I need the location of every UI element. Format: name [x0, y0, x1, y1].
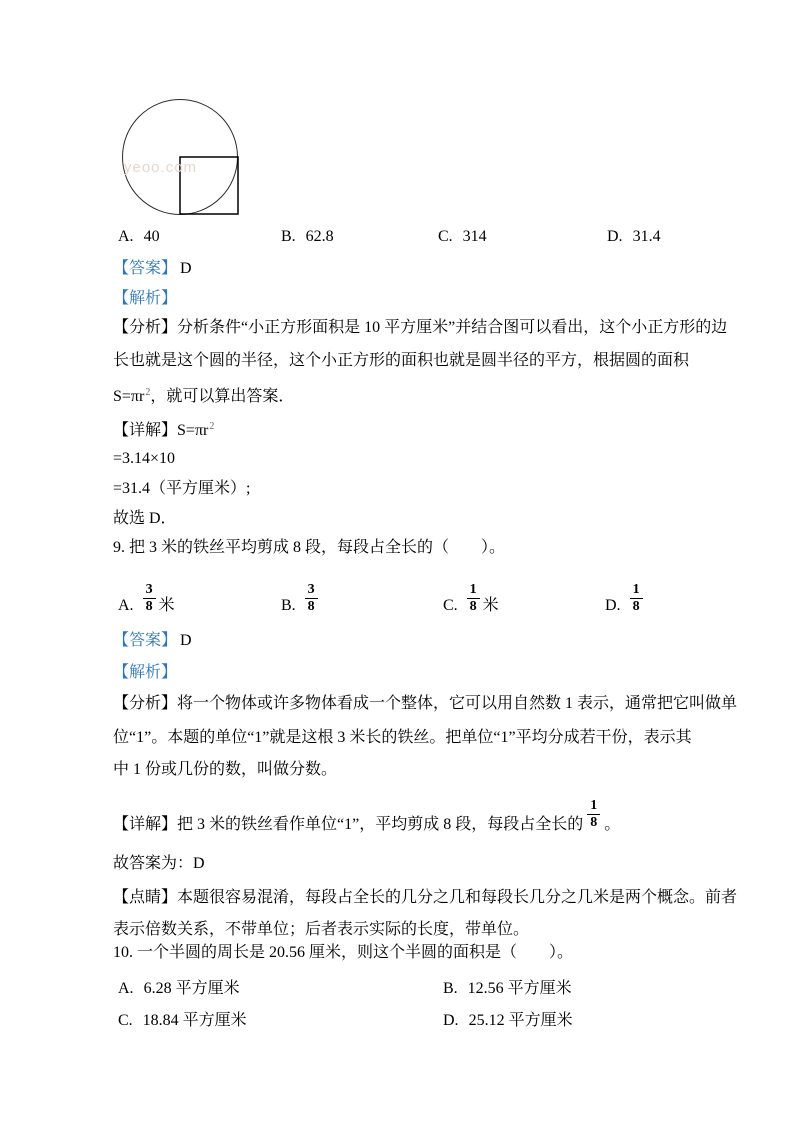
- q9-jiexi-line: [113, 662, 177, 684]
- fenxi-rest: ，就可以算出答案．: [150, 388, 295, 405]
- q9-options-row: [0, 573, 794, 617]
- option-letter: D.: [607, 228, 623, 245]
- option-letter: A.: [118, 228, 134, 245]
- option-letter: A.: [118, 597, 134, 614]
- option-letter: B.: [281, 597, 296, 614]
- xiangjie-text-after: 。: [604, 816, 621, 833]
- fraction-numerator: 1: [587, 797, 600, 815]
- option-value: 12.56 平方厘米: [467, 980, 572, 997]
- fraction: [587, 797, 600, 831]
- q8-fenxi-line2: 长也就是这个圆的半径，这个小正方形的面积也就是圆半径的平方，根据圆的面积: [113, 352, 690, 369]
- option-letter: D.: [443, 1012, 459, 1029]
- q8-options-row: [0, 228, 794, 250]
- q8-option-c: [438, 228, 487, 246]
- fraction-denominator: 8: [590, 815, 598, 830]
- option-value: 40: [143, 228, 160, 245]
- fraction-denominator: 8: [469, 599, 477, 614]
- option-value: 31.4: [632, 228, 661, 245]
- formula-text: S=πr: [177, 422, 209, 439]
- circle-square-figure: [121, 97, 241, 218]
- q9-answer-line: [113, 630, 192, 652]
- q8-option-d: [607, 228, 661, 246]
- option-letter: C.: [443, 597, 458, 614]
- q9-fenxi-line1: 【分析】将一个物体或许多物体看成一个整体，它可以用自然数 1 表示，通常把它叫做单: [113, 695, 738, 712]
- superscript: 2: [209, 421, 215, 432]
- answer-label: 【答案】: [113, 632, 178, 649]
- q9-option-a: [118, 581, 175, 617]
- xiangjie-label: 【详解】: [113, 422, 178, 439]
- jiexi-label: 【解析】: [113, 290, 178, 307]
- q10-options-row2: [0, 1007, 794, 1029]
- q8-calc-step2: =3.14×10: [113, 450, 176, 467]
- option-letter: C.: [118, 1012, 133, 1029]
- fraction: [630, 581, 643, 615]
- answer-value: D: [180, 632, 192, 649]
- q10-option-c: [118, 1007, 247, 1030]
- q10-question: 10. 一个半圆的周长是 20.56 厘米，则这个半圆的面积是（ ）。: [113, 944, 574, 961]
- option-letter: B.: [281, 228, 296, 245]
- q8-jiexi-line: [113, 288, 177, 310]
- q8-calc-step3: =31.4（平方厘米）;: [113, 480, 251, 497]
- q9-dianjing-line1: 【点睛】本题很容易混淆，每段占全长的几分之几和每段长几分之几米是两个概念。前者: [113, 889, 738, 906]
- fraction-denominator: 8: [307, 599, 315, 614]
- q9-conclusion: 故答案为：D: [113, 855, 205, 872]
- q8-conclusion: 故选 D．: [113, 510, 177, 527]
- q10-option-b: [443, 975, 572, 998]
- q9-dianjing-line2: 表示倍数关系，不带单位；后者表示实际的长度，带单位。: [113, 921, 530, 938]
- option-unit: 米: [158, 597, 175, 614]
- option-value: 6.28 平方厘米: [143, 980, 240, 997]
- q8-answer-line: [113, 258, 192, 280]
- formula-text: S=πr: [113, 388, 145, 405]
- q10-option-a: [118, 975, 240, 998]
- option-value: 314: [462, 228, 487, 245]
- option-letter: C.: [438, 228, 453, 245]
- q8-xiangjie-line: [113, 416, 214, 442]
- q9-question: 9. 把 3 米的铁丝平均剪成 8 段，每段占全长的（ ）。: [113, 539, 506, 556]
- option-value: 62.8: [305, 228, 334, 245]
- watermark-text: yeoo.com: [124, 159, 198, 176]
- q9-option-c: [443, 581, 499, 617]
- q9-fenxi-line2: 位“1”。本题的单位“1”就是这根 3 米长的铁丝。把单位“1”平均分成若干份，表示其: [113, 729, 692, 746]
- q8-fenxi-line3: [113, 382, 294, 408]
- jiexi-label: 【解析】: [113, 664, 178, 681]
- answer-label: 【答案】: [113, 260, 178, 277]
- superscript: 2: [145, 387, 151, 398]
- q10-option-d: [443, 1007, 573, 1030]
- option-letter: A.: [118, 980, 134, 997]
- fraction: [467, 581, 480, 615]
- fraction-numerator: 3: [305, 581, 318, 599]
- option-letter: D.: [605, 597, 621, 614]
- answer-value: D: [180, 260, 192, 277]
- fraction: [143, 581, 156, 615]
- q8-option-a: [118, 228, 160, 246]
- q9-option-b: [281, 581, 321, 617]
- q9-option-d: [605, 581, 646, 617]
- fraction: [305, 581, 318, 615]
- xiangjie-text: 把 3 米的铁丝看作单位“1”，平均剪成 8 段，每段占全长的: [177, 816, 584, 833]
- fraction-numerator: 1: [630, 581, 643, 599]
- fraction-denominator: 8: [632, 599, 640, 614]
- q8-option-b: [281, 228, 334, 246]
- fraction-numerator: 1: [467, 581, 480, 599]
- option-value: 25.12 平方厘米: [468, 1012, 573, 1029]
- option-value: 18.84 平方厘米: [142, 1012, 247, 1029]
- q10-options-row1: [0, 975, 794, 997]
- fraction-numerator: 3: [143, 581, 156, 599]
- q8-fenxi-line1: 【分析】分析条件“小正方形面积是 10 平方厘米”并结合图可以看出，这个小正方形的边: [113, 319, 728, 336]
- fraction-denominator: 8: [145, 599, 153, 614]
- option-unit: 米: [482, 597, 499, 614]
- q9-xiangjie-line: [113, 790, 620, 836]
- option-letter: B.: [443, 980, 458, 997]
- xiangjie-label: 【详解】: [113, 816, 178, 833]
- q9-fenxi-line3: 中 1 份或几份的数，叫做分数。: [113, 761, 338, 778]
